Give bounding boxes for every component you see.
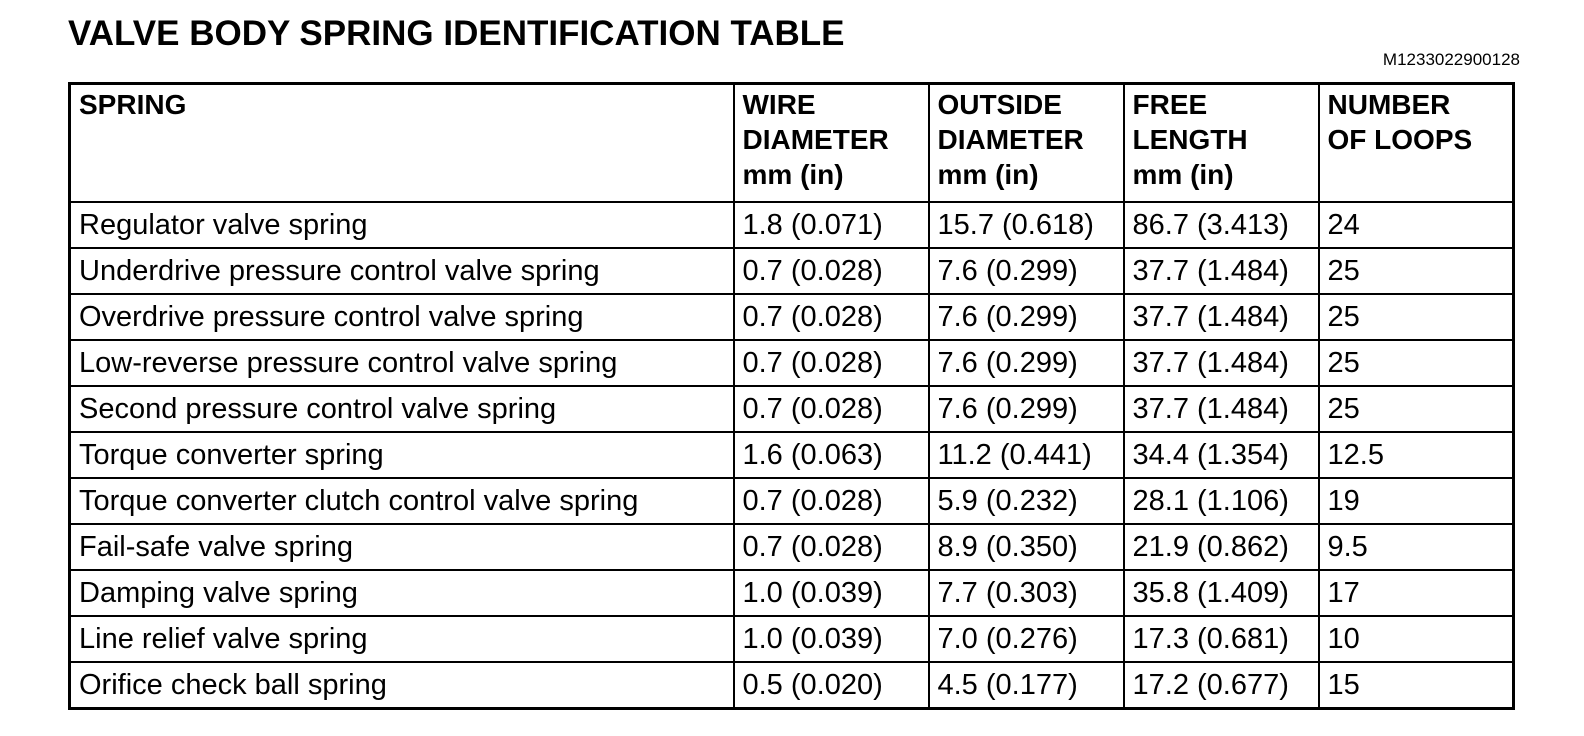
spring-name-cell: Damping valve spring [70, 570, 734, 616]
wire-diameter-cell: 1.0 (0.039) [734, 616, 929, 662]
header-outside-diameter [929, 84, 1124, 202]
free-length-cell: 37.7 (1.484) [1124, 386, 1319, 432]
header-wire-diameter [734, 84, 929, 202]
wire-diameter-cell: 0.5 (0.020) [734, 662, 929, 709]
outside-diameter-cell: 7.7 (0.303) [929, 570, 1124, 616]
wire-diameter-cell: 1.8 (0.071) [734, 202, 929, 248]
document-code: M1233022900128 [1382, 50, 1520, 69]
wire-diameter-cell: 0.7 (0.028) [734, 340, 929, 386]
header-number-of-loops [1319, 84, 1514, 202]
outside-diameter-cell: 7.6 (0.299) [929, 340, 1124, 386]
spring-name-cell: Orifice check ball spring [70, 662, 734, 709]
table-header-row [70, 84, 1514, 202]
number-of-loops-cell: 19 [1319, 478, 1514, 524]
number-of-loops-cell: 12.5 [1319, 432, 1514, 478]
wire-diameter-cell: 0.7 (0.028) [734, 294, 929, 340]
table-row [70, 616, 1514, 662]
number-of-loops-cell: 25 [1319, 294, 1514, 340]
wire-diameter-cell: 1.6 (0.063) [734, 432, 929, 478]
header-line: OF LOOPS [1327, 124, 1473, 155]
header-free-length [1124, 84, 1319, 202]
wire-diameter-cell: 0.7 (0.028) [734, 386, 929, 432]
header-line: mm (in) [937, 159, 1039, 190]
number-of-loops-cell: 10 [1319, 616, 1514, 662]
outside-diameter-cell: 7.6 (0.299) [929, 294, 1124, 340]
header-line: NUMBER [1327, 89, 1451, 120]
table-row [70, 248, 1514, 294]
spring-name-cell: Torque converter spring [70, 432, 734, 478]
spring-name-cell: Overdrive pressure control valve spring [70, 294, 734, 340]
number-of-loops-cell: 25 [1319, 340, 1514, 386]
number-of-loops-cell: 25 [1319, 248, 1514, 294]
header-line: FREE [1132, 89, 1208, 120]
free-length-cell: 37.7 (1.484) [1124, 294, 1319, 340]
spring-name-cell: Underdrive pressure control valve spring [70, 248, 734, 294]
spring-name-cell: Line relief valve spring [70, 616, 734, 662]
number-of-loops-cell: 9.5 [1319, 524, 1514, 570]
header-line: LENGTH [1132, 124, 1248, 155]
outside-diameter-cell: 7.0 (0.276) [929, 616, 1124, 662]
header-line: mm (in) [742, 159, 844, 190]
free-length-cell: 37.7 (1.484) [1124, 340, 1319, 386]
page-title: VALVE BODY SPRING IDENTIFICATION TABLE [68, 14, 845, 53]
spring-name-cell: Low-reverse pressure control valve spring [70, 340, 734, 386]
table-row [70, 202, 1514, 248]
header-line: SPRING [79, 89, 187, 120]
outside-diameter-cell: 7.6 (0.299) [929, 248, 1124, 294]
table-row [70, 662, 1514, 709]
header-line: DIAMETER [742, 124, 889, 155]
table-row [70, 524, 1514, 570]
header-spring [70, 84, 734, 202]
header-line: OUTSIDE [937, 89, 1062, 120]
free-length-cell: 17.3 (0.681) [1124, 616, 1319, 662]
outside-diameter-cell: 15.7 (0.618) [929, 202, 1124, 248]
outside-diameter-cell: 7.6 (0.299) [929, 386, 1124, 432]
spring-name-cell: Fail-safe valve spring [70, 524, 734, 570]
free-length-cell: 21.9 (0.862) [1124, 524, 1319, 570]
table-header [70, 84, 1514, 202]
free-length-cell: 28.1 (1.106) [1124, 478, 1319, 524]
wire-diameter-cell: 0.7 (0.028) [734, 248, 929, 294]
wire-diameter-cell: 0.7 (0.028) [734, 524, 929, 570]
outside-diameter-cell: 8.9 (0.350) [929, 524, 1124, 570]
spring-name-cell: Second pressure control valve spring [70, 386, 734, 432]
spring-name-cell: Regulator valve spring [70, 202, 734, 248]
spring-identification-table [68, 82, 1515, 710]
outside-diameter-cell: 5.9 (0.232) [929, 478, 1124, 524]
table-body [70, 202, 1514, 709]
free-length-cell: 86.7 (3.413) [1124, 202, 1319, 248]
number-of-loops-cell: 24 [1319, 202, 1514, 248]
table-row [70, 340, 1514, 386]
number-of-loops-cell: 17 [1319, 570, 1514, 616]
table-row [70, 432, 1514, 478]
wire-diameter-cell: 0.7 (0.028) [734, 478, 929, 524]
table-row [70, 294, 1514, 340]
free-length-cell: 17.2 (0.677) [1124, 662, 1319, 709]
outside-diameter-cell: 4.5 (0.177) [929, 662, 1124, 709]
number-of-loops-cell: 15 [1319, 662, 1514, 709]
free-length-cell: 35.8 (1.409) [1124, 570, 1319, 616]
header-line: DIAMETER [937, 124, 1084, 155]
table-row [70, 478, 1514, 524]
number-of-loops-cell: 25 [1319, 386, 1514, 432]
spring-name-cell: Torque converter clutch control valve spring [70, 478, 734, 524]
table-row [70, 570, 1514, 616]
table-row [70, 386, 1514, 432]
header-line: mm (in) [1132, 159, 1234, 190]
outside-diameter-cell: 11.2 (0.441) [929, 432, 1124, 478]
free-length-cell: 37.7 (1.484) [1124, 248, 1319, 294]
free-length-cell: 34.4 (1.354) [1124, 432, 1319, 478]
header-line: WIRE [742, 89, 816, 120]
wire-diameter-cell: 1.0 (0.039) [734, 570, 929, 616]
